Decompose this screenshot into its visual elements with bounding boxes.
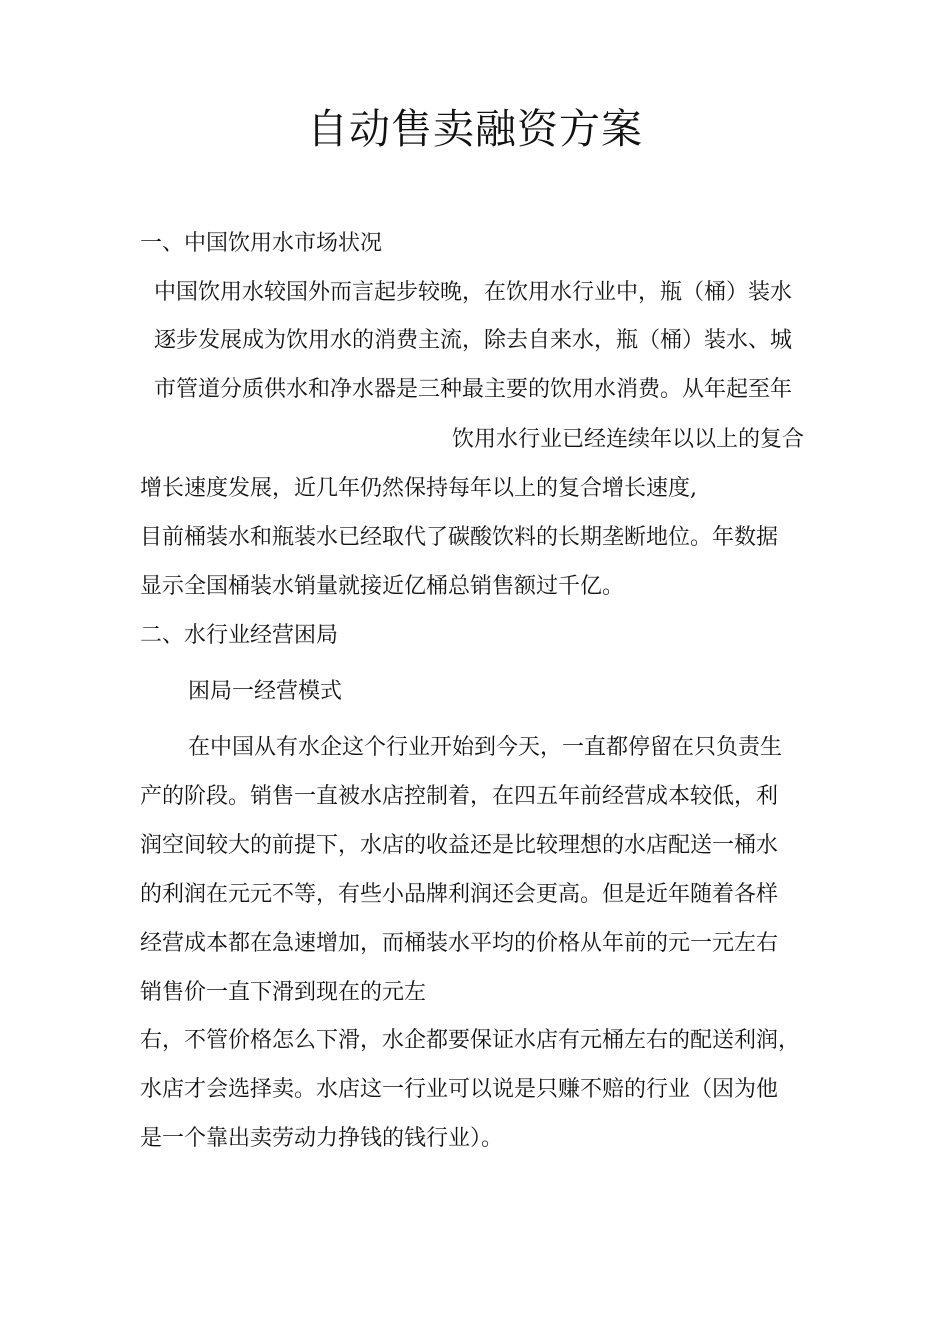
section-heading-2: 二、水行业经营困局 <box>140 623 339 648</box>
paragraph-line: 经营成本都在急速增加，而桶装水平均的价格从年前的元一元左右 <box>140 931 779 956</box>
paragraph-line: 逐步发展成为饮用水的消费主流，除去自来水，瓶（桶）装水、城 <box>154 328 793 353</box>
section-heading-1: 一、中国饮用水市场状况 <box>140 231 383 256</box>
paragraph-line: 中国饮用水较国外而言起步较晚，在饮用水行业中，瓶（桶）装水 <box>154 280 793 305</box>
paragraph-line: 右，不管价格怎么下滑，水企都要保证水店有元桶左右的配送利润， <box>140 1028 801 1053</box>
subsection-heading: 困局一经营模式 <box>188 679 343 704</box>
document-title: 自动售卖融资方案 <box>307 105 643 153</box>
paragraph-line: 水店才会选择卖。水店这一行业可以说是只赚不赔的行业（因为他 <box>140 1077 779 1102</box>
paragraph-line: 目前桶装水和瓶装水已经取代了碳酸饮料的长期垄断地位。年数据 <box>140 525 779 550</box>
paragraph-line: 增长速度发展，近几年仍然保持每年以上的复合增长速度, <box>140 476 697 501</box>
paragraph-line: 销售价一直下滑到现在的元左 <box>140 980 427 1005</box>
paragraph-line: 显示全国桶装水销量就接近亿桶总销售额过千亿。 <box>140 574 625 599</box>
paragraph-line: 是一个靠出卖劳动力挣钱的钱行业）。 <box>140 1126 504 1151</box>
paragraph-line: 润空间较大的前提下，水店的收益还是比较理想的水店配送一桶水 <box>140 833 779 858</box>
paragraph-line: 市管道分质供水和净水器是三种最主要的饮用水消费。从年起至年 <box>154 377 793 402</box>
paragraph-line: 产的阶段。销售一直被水店控制着，在四五年前经营成本较低，利 <box>140 784 779 809</box>
paragraph-line: 饮用水行业已经连续年以以上的复合 <box>452 427 805 452</box>
paragraph-line: 在中国从有水企这个行业开始到今天，一直都停留在只负责生 <box>188 735 783 760</box>
paragraph-line: 的利润在元元不等，有些小品牌利润还会更高。但是近年随着各样 <box>140 882 779 907</box>
